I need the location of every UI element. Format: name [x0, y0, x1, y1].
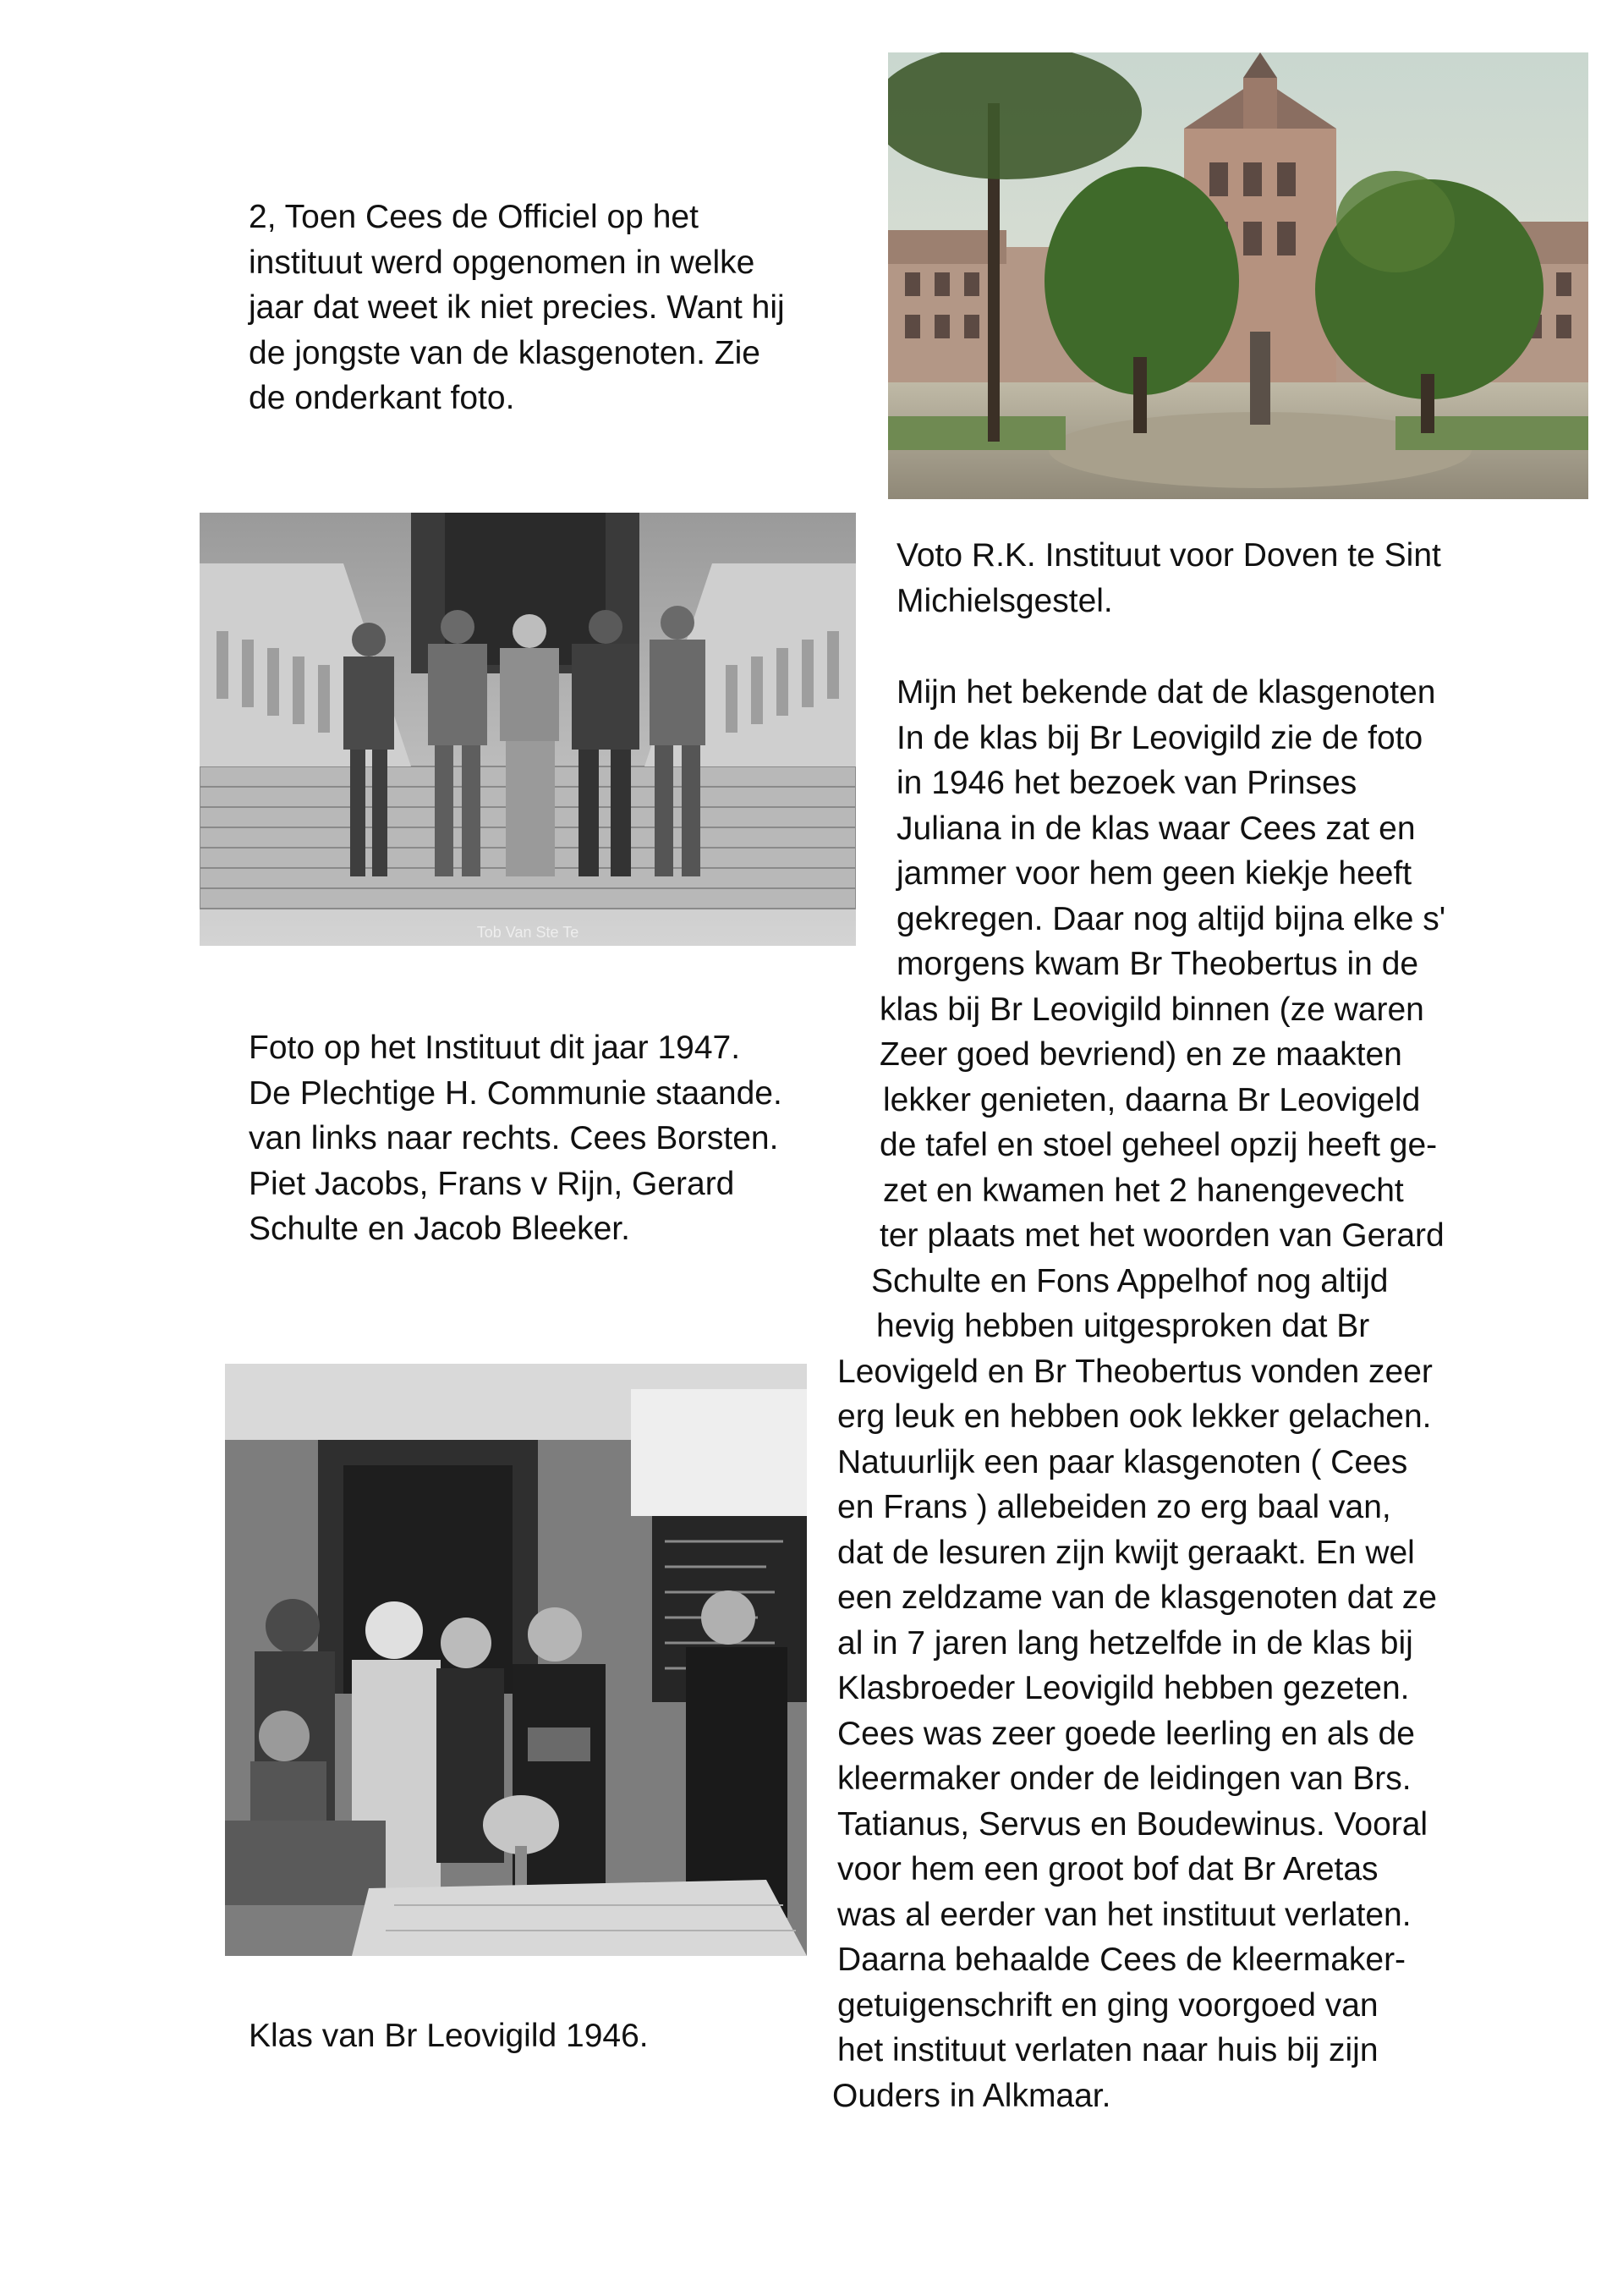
text-line: ter plaats met het woorden van Gerard [880, 1217, 1445, 1254]
text-line: Tatianus, Servus en Boudewinus. Vooral [837, 1805, 1428, 1843]
text-line: Piet Jacobs, Frans v Rijn, Gerard [249, 1165, 735, 1202]
classroom-photo-caption [249, 2013, 649, 2059]
text-line: Juliana in de klas waar Cees zat en [896, 810, 1416, 847]
text-line: De Plechtige H. Communie staande. [249, 1074, 782, 1112]
text-line: in 1946 het bezoek van Prinses [896, 765, 1357, 801]
text-line: lekker genieten, daarna Br Leovigeld [883, 1081, 1421, 1118]
text-line: hevig hebben uitgesproken dat Br [876, 1308, 1370, 1344]
text-line: en Frans ) allebeiden zo erg baal van, [837, 1489, 1391, 1525]
text-line: klas bij Br Leovigild binnen (ze waren [880, 991, 1424, 1028]
text-line: Foto op het Instituut dit jaar 1947. [249, 1030, 741, 1066]
text-line: Schulte en Fons Appelhof nog altijd [871, 1262, 1389, 1299]
text-line: was al eerder van het instituut verlaten. [837, 1896, 1412, 1933]
text-line: kleermaker onder de leidingen van Brs. [837, 1760, 1412, 1797]
text-line: Schulte en Jacob Bleeker. [249, 1211, 630, 1247]
text-line: getuigenschrift en ging voorgoed van [837, 1986, 1379, 2024]
text-line: erg leuk en hebben ook lekker gelachen. [837, 1398, 1432, 1435]
text-line: van links naar rechts. Cees Borsten. [249, 1120, 779, 1156]
text-line: Daarna behaalde Cees de kleermaker- [837, 1942, 1406, 1978]
text-line: morgens kwam Br Theobertus in de [896, 946, 1419, 982]
building-photo [888, 52, 1588, 499]
text-line: al in 7 jaren lang hetzelfde in de klas bij [837, 1624, 1413, 1662]
text-line: Klas van Br Leovigild 1946. [249, 2018, 649, 2054]
text-line: de jongste van de klasgenoten. Zie [249, 334, 760, 371]
text-line: Cees was zeer goede leerling en als de [837, 1715, 1415, 1752]
text-line: een zeldzame van de klasgenoten dat ze [837, 1579, 1437, 1616]
classroom-photo [225, 1364, 807, 1956]
text-line: gekregen. Daar nog altijd bijna elke s' [896, 900, 1446, 937]
text-line: het instituut verlaten naar huis bij zijn [837, 2032, 1379, 2068]
text-line: Michielsgestel. [896, 582, 1113, 619]
text-line: instituut werd opgenomen in welke [249, 244, 755, 281]
text-line: Zeer goed bevriend) en ze maakten [880, 1036, 1402, 1073]
text-line: Voto R.K. Instituut voor Doven te Sint [896, 537, 1441, 574]
text-line: Natuurlijk een paar klasgenoten ( Cees [837, 1443, 1408, 1480]
building-caption [896, 533, 1441, 623]
text-line: In de klas bij Br Leovigild zie de foto [896, 719, 1423, 756]
text-line: dat de lesuren zijn kwijt geraakt. En wel [837, 1534, 1415, 1571]
text-line: Mijn het bekende dat de klasgenoten [896, 674, 1436, 711]
text-line: voor hem een groot bof dat Br Aretas [837, 1851, 1379, 1887]
text-line: de onderkant foto. [249, 380, 515, 416]
text-line: Leovigeld en Br Theobertus vonden zeer [837, 1353, 1433, 1390]
text-line: jammer voor hem geen kiekje heeft [896, 855, 1412, 892]
text-line: zet en kwamen het 2 hanengevecht [883, 1172, 1404, 1209]
stairs-photo-caption [249, 1025, 782, 1252]
text-line: de tafel en stoel geheel opzij heeft ge- [880, 1127, 1438, 1163]
photo-watermark: Tob Van Ste Te [476, 924, 579, 941]
classroom-photo-image [225, 1364, 807, 1956]
text-line: Ouders in Alkmaar. [832, 2077, 1111, 2114]
text-line: jaar dat weet ik niet precies. Want hij [249, 289, 785, 326]
text-line: Klasbroeder Leovigild hebben gezeten. [837, 1670, 1410, 1706]
intro-paragraph [249, 195, 785, 421]
text-line: 2, Toen Cees de Officiel op het [249, 199, 699, 235]
building-photo-image [888, 52, 1588, 499]
